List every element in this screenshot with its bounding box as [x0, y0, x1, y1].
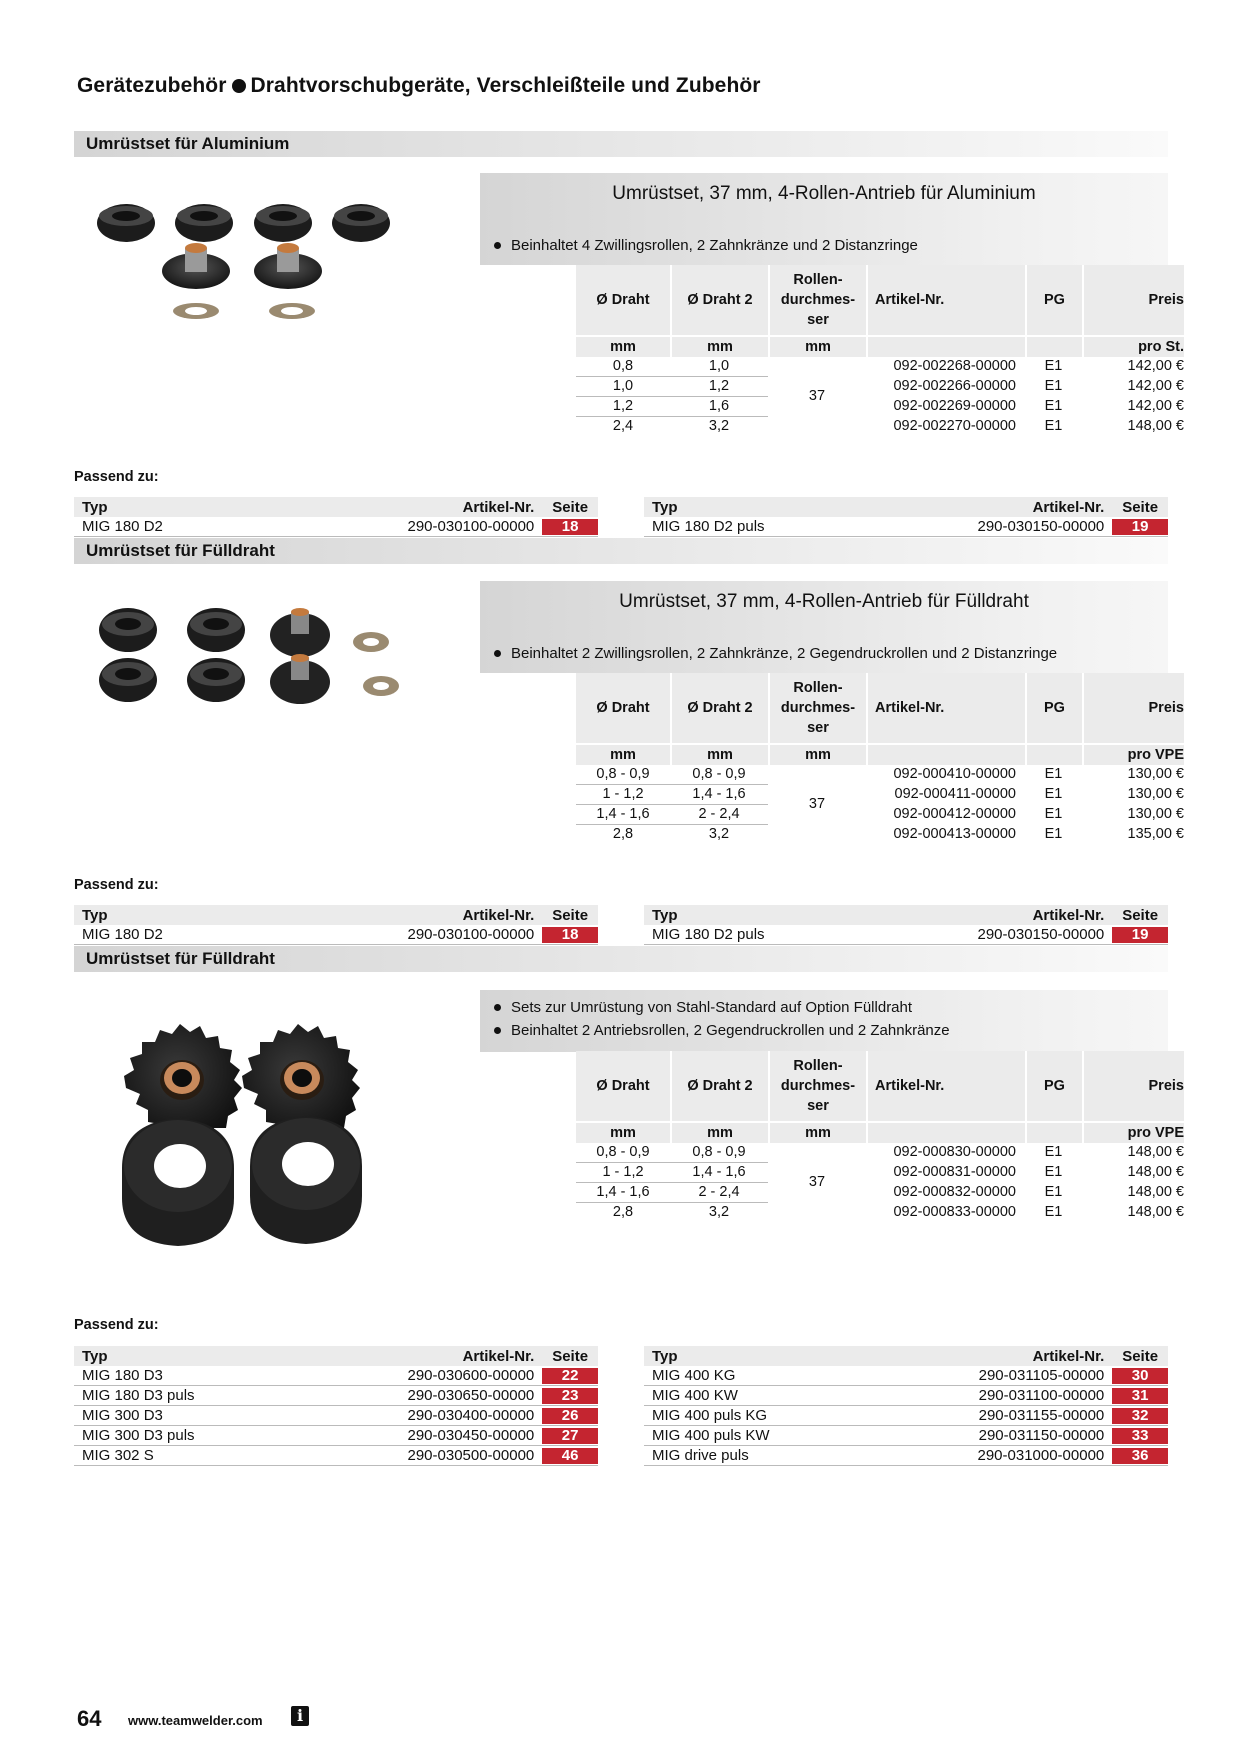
col-header-artikel: Artikel-Nr. — [866, 265, 1025, 335]
bullet-item: Beinhaltet 4 Zwillingsrollen, 2 Zahnkränze und 2 Distanzringe — [492, 234, 918, 257]
table-row: MIG 400 KG 290-031105-00000 30 — [644, 1366, 1168, 1386]
product-header-aluminium — [480, 173, 1168, 265]
passend-label: Passend zu: — [74, 469, 159, 485]
table-row: MIG 180 D2 290-030100-00000 18 — [74, 517, 598, 537]
page-title-part1: Gerätezubehör — [77, 74, 227, 97]
table-row: MIG drive puls 290-031000-00000 36 — [644, 1446, 1168, 1466]
page-ref-badge[interactable]: 23 — [542, 1388, 598, 1404]
table-row: 1,2 1,6 092-002269-00000 E1 142,00 € — [576, 396, 1184, 416]
roller-diameter: 37 — [808, 388, 826, 404]
compat-table-right: Typ Artikel-Nr. Seite MIG 180 D2 puls 290-030150-00000 19 — [644, 497, 1168, 537]
table-row: MIG 400 KW 290-031100-00000 31 — [644, 1386, 1168, 1406]
bullet-item: Sets zur Umrüstung von Stahl-Standard auf Option Fülldraht — [492, 996, 950, 1019]
col-header-rollendurchmesser: Rollen- durchmes- ser — [768, 265, 866, 335]
bullet-list — [492, 642, 1057, 665]
product-title: Umrüstset, 37 mm, 4-Rollen-Antrieb für Fülldraht — [619, 591, 1029, 612]
table-row: 0,8 - 0,9 0,8 - 0,9 37 092-000830-00000 E1 148,00 € — [576, 1143, 1184, 1162]
table-row: MIG 180 D2 puls 290-030150-00000 19 — [644, 517, 1168, 537]
page-ref-badge[interactable]: 26 — [542, 1408, 598, 1424]
compat-table-left: Typ Artikel-Nr. Seite MIG 180 D2 290-030100-00000 18 — [74, 905, 598, 945]
spec-unit-row: mm mm mm pro St. — [576, 335, 1184, 357]
product-title: Umrüstset, 37 mm, 4-Rollen-Antrieb für Aluminium — [612, 183, 1036, 204]
page-ref-badge[interactable]: 19 — [1112, 519, 1168, 535]
col-header-pg: PG — [1025, 265, 1082, 335]
compat-table-left: Typ Artikel-Nr. Seite MIG 180 D3 290-030600-00000 22 MIG 180 D3 puls 290-030650-00000 23 MIG 300 D3 290-030400-00000 26 MIG 300 D3 puls 290-030450-00000 27 MIG 302 S 290-030500-00000 46 — [74, 1346, 598, 1466]
col-header-draht: Ø Draht — [576, 265, 670, 335]
page-ref-badge[interactable]: 22 — [542, 1368, 598, 1384]
product-header-drive-rolls — [480, 990, 1168, 1052]
spec-table-fuelldraht — [576, 673, 1184, 844]
page-number: 64 — [77, 1706, 102, 1731]
info-icon: i — [291, 1706, 309, 1726]
passend-label: Passend zu: — [74, 877, 159, 893]
table-row: 1 - 1,2 1,4 - 1,6 092-000411-00000 E1 130,00 € — [576, 784, 1184, 804]
table-row: 2,8 3,2 092-000833-00000 E1 148,00 € — [576, 1202, 1184, 1222]
page-title — [77, 74, 761, 98]
product-photo-aluminium-set — [96, 196, 406, 326]
bullet-icon — [494, 1004, 501, 1011]
bullet-icon — [494, 1027, 501, 1034]
compat-table-right: Typ Artikel-Nr. Seite MIG 400 KG 290-031105-00000 30 MIG 400 KW 290-031100-00000 31 MIG 400 puls KG 290-031155-00000 32 MIG 400 puls KW 290-031150-00000 33 MIG drive puls 290-031000-00000 36 — [644, 1346, 1168, 1466]
table-row: MIG 180 D3 puls 290-030650-00000 23 — [74, 1386, 598, 1406]
table-row: MIG 180 D2 puls 290-030150-00000 19 — [644, 925, 1168, 945]
spec-unit-row: mm mm mm pro VPE — [576, 743, 1184, 765]
spec-header-row — [576, 265, 1184, 335]
footer-url-link[interactable]: www.teamwelder.com — [128, 1713, 263, 1728]
table-row: MIG 400 puls KW 290-031150-00000 33 — [644, 1426, 1168, 1446]
spec-header-row: Ø Draht Ø Draht 2 Rollen- durchmes- ser Artikel-Nr. PG Preis — [576, 1051, 1184, 1121]
product-header-fuelldraht — [480, 581, 1168, 673]
bullet-icon — [494, 650, 501, 657]
roller-diameter: 37 — [808, 1174, 826, 1190]
product-photo-drive-rolls — [116, 1018, 372, 1250]
product-photo-fuelldraht-set — [98, 600, 408, 710]
page-ref-badge[interactable]: 19 — [1112, 927, 1168, 943]
col-header-draht2: Ø Draht 2 — [670, 265, 768, 335]
page-ref-badge[interactable]: 30 — [1112, 1368, 1168, 1384]
bullet-item: Beinhaltet 2 Antriebsrollen, 2 Gegendruckrollen und 2 Zahnkränze — [492, 1019, 950, 1042]
passend-label: Passend zu: — [74, 1317, 159, 1333]
table-row: MIG 302 S 290-030500-00000 46 — [74, 1446, 598, 1466]
compat-table-right: Typ Artikel-Nr. Seite MIG 180 D2 puls 290-030150-00000 19 — [644, 905, 1168, 945]
page-ref-badge[interactable]: 27 — [542, 1428, 598, 1444]
table-row: 1 - 1,2 1,4 - 1,6 092-000831-00000 E1 148,00 € — [576, 1162, 1184, 1182]
page-title-part2: Drahtvorschubgeräte, Verschleißteile und Zubehör — [250, 74, 761, 97]
section-bar-aluminium: Umrüstset für Aluminium — [74, 131, 1168, 157]
page-ref-badge[interactable]: 31 — [1112, 1388, 1168, 1404]
page-ref-badge[interactable]: 18 — [542, 927, 598, 943]
table-row: 2,8 3,2 092-000413-00000 E1 135,00 € — [576, 824, 1184, 844]
spec-table-drive-rolls — [576, 1051, 1184, 1222]
roller-diameter: 37 — [808, 796, 826, 812]
table-row: 1,4 - 1,6 2 - 2,4 092-000412-00000 E1 130,00 € — [576, 804, 1184, 824]
page-ref-badge[interactable]: 46 — [542, 1448, 598, 1464]
table-row: MIG 300 D3 puls 290-030450-00000 27 — [74, 1426, 598, 1446]
table-row: 0,8 - 0,9 0,8 - 0,9 37 092-000410-00000 E1 130,00 € — [576, 765, 1184, 784]
section-bar-fuelldraht: Umrüstset für Fülldraht — [74, 538, 1168, 564]
bullet-icon — [494, 242, 501, 249]
page-ref-badge[interactable]: 18 — [542, 519, 598, 535]
bullet-item: Beinhaltet 2 Zwillingsrollen, 2 Zahnkränze, 2 Gegendruckrollen und 2 Distanzringe — [492, 642, 1057, 665]
compat-table-left: Typ Artikel-Nr. Seite MIG 180 D2 290-030100-00000 18 — [74, 497, 598, 537]
page-ref-badge[interactable]: 32 — [1112, 1408, 1168, 1424]
table-row: 1,0 1,2 092-002266-00000 E1 142,00 € — [576, 376, 1184, 396]
bullet-dot-icon — [232, 79, 246, 93]
table-row: MIG 300 D3 290-030400-00000 26 — [74, 1406, 598, 1426]
table-row: 1,4 - 1,6 2 - 2,4 092-000832-00000 E1 148,00 € — [576, 1182, 1184, 1202]
page-ref-badge[interactable]: 33 — [1112, 1428, 1168, 1444]
table-row: MIG 400 puls KG 290-031155-00000 32 — [644, 1406, 1168, 1426]
spec-table-aluminium — [576, 265, 1184, 436]
table-row: 0,8 1,0 37 092-002268-00000 E1 142,00 € — [576, 357, 1184, 376]
section-bar-fuelldraht-2: Umrüstset für Fülldraht — [74, 946, 1168, 972]
page-ref-badge[interactable]: 36 — [1112, 1448, 1168, 1464]
spec-unit-row: mm mm mm pro VPE — [576, 1121, 1184, 1143]
col-header-preis: Preis — [1082, 265, 1184, 335]
table-row: MIG 180 D3 290-030600-00000 22 — [74, 1366, 598, 1386]
spec-header-row: Ø Draht Ø Draht 2 Rollen- durchmes- ser Artikel-Nr. PG Preis — [576, 673, 1184, 743]
bullet-list — [492, 234, 918, 257]
table-row: MIG 180 D2 290-030100-00000 18 — [74, 925, 598, 945]
bullet-list — [492, 996, 950, 1042]
table-row: 2,4 3,2 092-002270-00000 E1 148,00 € — [576, 416, 1184, 436]
